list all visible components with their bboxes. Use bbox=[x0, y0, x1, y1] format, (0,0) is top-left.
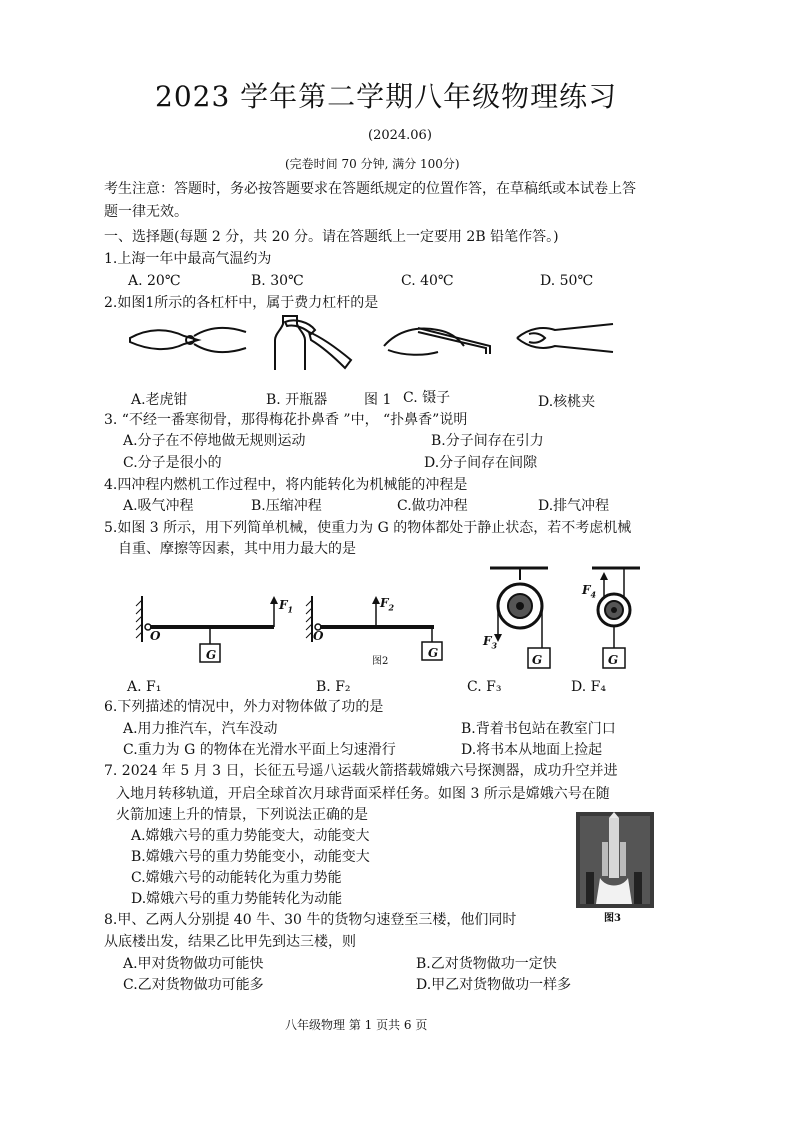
q3-stem: 3. “不经一番寒彻骨，那得梅花扑鼻香 ”中， “扑鼻香”说明 bbox=[104, 412, 468, 428]
figure-3-caption: 图3 bbox=[604, 913, 621, 924]
q7-option-c: C.嫦娥六号的动能转化为重力势能 bbox=[131, 870, 342, 886]
q5-stem-line-2: 自重、摩擦等因素，其中用力最大的是 bbox=[118, 541, 356, 557]
q3-option-b: B.分子间存在引力 bbox=[431, 433, 544, 449]
q3-option-c: C.分子是很小的 bbox=[123, 455, 222, 471]
pulley2-weight-label: G bbox=[608, 653, 619, 667]
notice-line-1: 考生注意：答题时，务必按答题要求在答题纸规定的位置作答，在草稿纸或本试卷上答 bbox=[104, 181, 636, 197]
q2-option-a: A.老虎钳 bbox=[131, 392, 188, 408]
tweezers-image bbox=[378, 316, 498, 361]
q5-option-c: C. F₃ bbox=[467, 679, 502, 695]
q1-stem: 1.上海一年中最高气温约为 bbox=[104, 251, 272, 267]
section-heading: 一、选择题(每题 2 分，共 20 分。请在答题纸上一定要用 2B 铅笔作答。) bbox=[104, 229, 559, 245]
q1-option-b: B. 30℃ bbox=[251, 273, 304, 289]
pliers-image bbox=[128, 320, 248, 360]
q7-option-d: D.嫦娥六号的重力势能转化为动能 bbox=[131, 891, 343, 907]
q7-stem-line-3: 火箭加速上升的情景，下列说法正确的是 bbox=[116, 807, 368, 823]
q1-option-a: A. 20℃ bbox=[128, 273, 181, 289]
q6-option-b: B.背着书包站在教室门口 bbox=[461, 721, 616, 737]
q5-option-d: D. F₄ bbox=[571, 679, 606, 695]
f3-label: $F_3$ bbox=[483, 634, 498, 651]
lever2-weight-label: G bbox=[428, 646, 439, 660]
q4-option-b: B.压缩冲程 bbox=[251, 498, 322, 514]
exam-date: (2024.06) bbox=[368, 128, 432, 143]
q6-option-c: C.重力为 G 的物体在光滑水平面上匀速滑行 bbox=[123, 742, 396, 758]
q1-option-d: D. 50℃ bbox=[540, 273, 594, 289]
q4-stem: 4.四冲程内燃机工作过程中，将内能转化为机械能的冲程是 bbox=[104, 477, 468, 493]
lever2-pivot-label: O bbox=[313, 629, 324, 643]
q8-option-d: D.甲乙对货物做功一样多 bbox=[416, 977, 572, 993]
page-footer: 八年级物理 第 1 页共 6 页 bbox=[285, 1018, 428, 1032]
q7-stem-line-1: 7. 2024 年 5 月 3 日，长征五号遥八运载火箭搭载嫦娥六号探测器，成功升空并进 bbox=[104, 763, 618, 779]
q7-option-a: A.嫦娥六号的重力势能变大，动能变大 bbox=[131, 828, 370, 844]
f1-label: $F_1$ bbox=[279, 598, 294, 615]
page-title: 2023 学年第二学期八年级物理练习 bbox=[155, 80, 618, 113]
q8-stem-line-2: 从底楼出发，结果乙比甲先到达三楼，则 bbox=[104, 934, 356, 950]
q7-stem-line-2: 入地月转移轨道，开启全球首次月球背面采样任务。如图 3 所示是嫦娥六号在随 bbox=[116, 786, 610, 802]
f4-label: $F_4$ bbox=[582, 583, 597, 600]
figure-1-caption: 图 1 bbox=[364, 392, 392, 408]
fixed-pulley-diagram bbox=[480, 562, 560, 672]
q1-option-c: C. 40℃ bbox=[401, 273, 454, 289]
q6-option-a: A.用力推汽车，汽车没动 bbox=[123, 721, 278, 737]
q6-option-d: D.将书本从地面上捡起 bbox=[461, 742, 603, 758]
q8-option-a: A.甲对货物做功可能快 bbox=[123, 956, 264, 972]
q5-stem-line-1: 5.如图 3 所示，用下列简单机械，使重力为 G 的物体都处于静止状态，若不考虑机械 bbox=[104, 520, 632, 536]
nutcracker-image bbox=[515, 320, 615, 356]
lever1-weight-label: G bbox=[206, 648, 217, 662]
exam-info: (完卷时间 70 分钟, 满分 100分) bbox=[285, 157, 460, 171]
lever1-pivot-label: O bbox=[150, 629, 161, 643]
q4-option-c: C.做功冲程 bbox=[397, 498, 468, 514]
movable-pulley-diagram bbox=[580, 562, 660, 672]
pulley1-weight-label: G bbox=[532, 653, 543, 667]
q2-option-b: B. 开瓶器 bbox=[266, 392, 328, 408]
q4-option-a: A.吸气冲程 bbox=[123, 498, 194, 514]
q5-option-b: B. F₂ bbox=[316, 679, 351, 695]
q6-stem: 6.下列描述的情况中，外力对物体做了功的是 bbox=[104, 699, 384, 715]
q7-option-b: B.嫦娥六号的重力势能变小，动能变大 bbox=[131, 849, 370, 865]
q4-option-d: D.排气冲程 bbox=[538, 498, 610, 514]
q3-option-a: A.分子在不停地做无规则运动 bbox=[123, 433, 306, 449]
q5-option-a: A. F₁ bbox=[127, 679, 162, 695]
q8-option-c: C.乙对货物做功可能多 bbox=[123, 977, 264, 993]
rocket-launch-photo bbox=[576, 812, 654, 908]
q2-stem: 2.如图1所示的各杠杆中，属于费力杠杆的是 bbox=[104, 295, 379, 311]
notice-line-2: 题一律无效。 bbox=[104, 204, 188, 220]
q8-stem-line-1: 8.甲、乙两人分别提 40 牛、30 牛的货物匀速登至三楼，他们同时 bbox=[104, 912, 517, 928]
q2-option-c: C. 镊子 bbox=[403, 390, 451, 406]
f2-label: $F_2$ bbox=[380, 596, 395, 613]
bottle-opener-image bbox=[265, 312, 355, 372]
q8-option-b: B.乙对货物做功一定快 bbox=[416, 956, 557, 972]
figure-2-caption: 图2 bbox=[372, 656, 389, 667]
q3-option-d: D.分子间存在间隙 bbox=[424, 455, 538, 471]
q2-option-d: D.核桃夹 bbox=[538, 394, 596, 410]
